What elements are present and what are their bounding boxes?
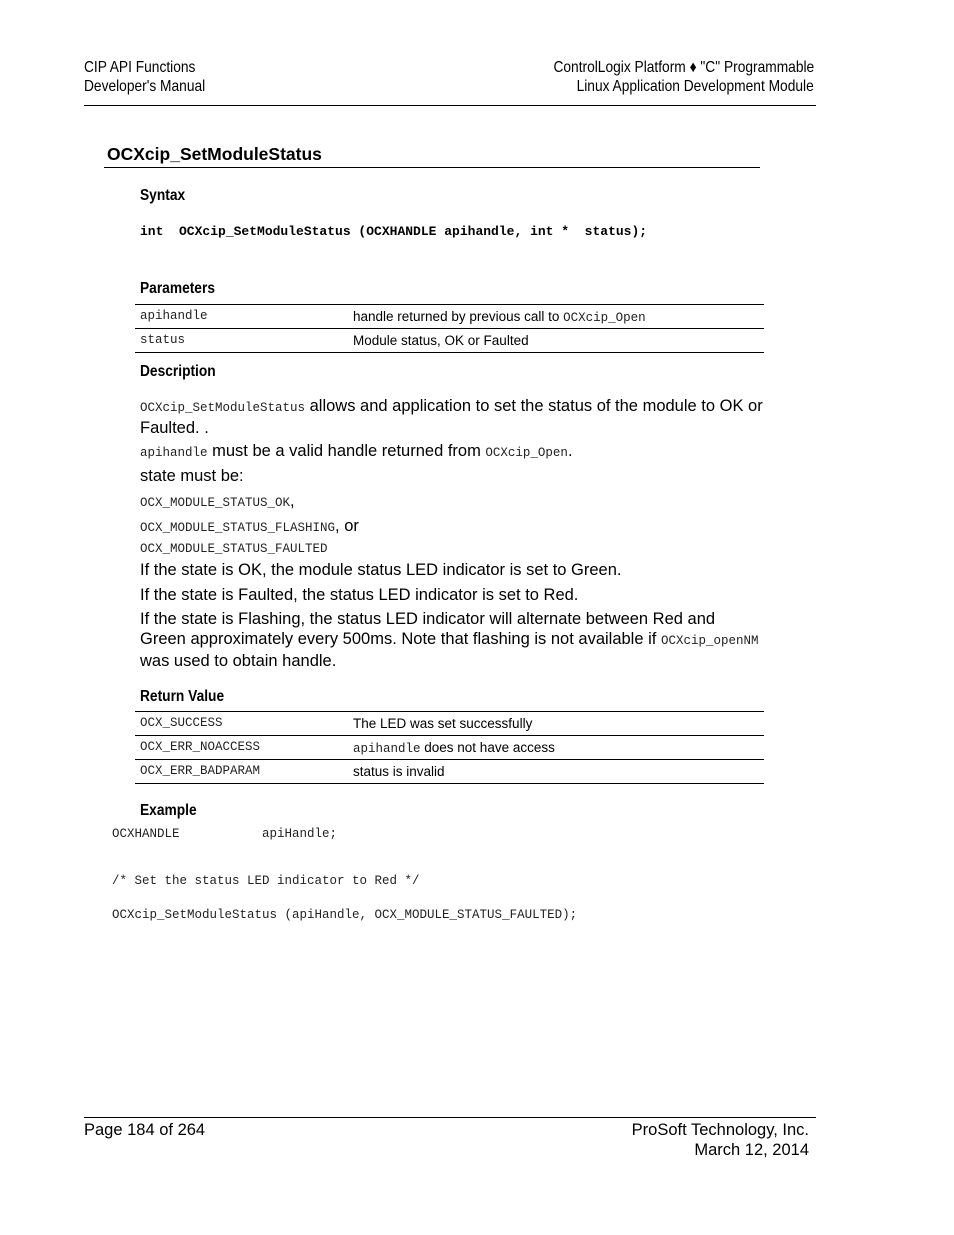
state-option: OCX_MODULE_STATUS_OK, bbox=[140, 492, 295, 510]
header-platform: ControlLogix Platform ♦ "C" Programmable bbox=[553, 59, 814, 76]
return-desc: status is invalid bbox=[353, 764, 445, 779]
return-desc: The LED was set successfully bbox=[353, 716, 533, 731]
return-code: OCX_SUCCESS bbox=[140, 716, 223, 730]
header-doc-section: CIP API Functions bbox=[84, 59, 196, 76]
example-heading: Example bbox=[140, 802, 197, 819]
table-row bbox=[135, 304, 764, 329]
header-module: Linux Application Development Module bbox=[576, 78, 814, 95]
syntax-heading: Syntax bbox=[140, 187, 186, 204]
state-option: OCX_MODULE_STATUS_FAULTED bbox=[140, 542, 328, 556]
title-underline bbox=[104, 167, 760, 168]
table-row bbox=[135, 711, 764, 736]
example-code-comment: /* Set the status LED indicator to Red */ bbox=[112, 874, 420, 888]
page-number: Page 184 of 264 bbox=[84, 1121, 206, 1139]
return-value-table bbox=[135, 711, 764, 784]
parameters-table bbox=[135, 304, 764, 353]
description-paragraph: OCXcip_SetModuleStatus allows and application to set the status of the module to OK or Faulted. . bbox=[140, 397, 763, 437]
function-title: OCXcip_SetModuleStatus bbox=[107, 144, 322, 164]
running-header-right bbox=[511, 58, 814, 96]
description-paragraph: apihandle must be a valid handle returned from OCXcip_Open. bbox=[140, 442, 573, 460]
header-doc-type: Developer's Manual bbox=[84, 78, 206, 95]
footer-divider bbox=[84, 1117, 816, 1118]
parameters-heading: Parameters bbox=[140, 280, 215, 297]
description-paragraph: If the state is Flashing, the status LED indicator will alternate between Red and Green approximately every 500ms. Note that flashing is not available if OCXcip_openNM was used to obtain handle. bbox=[140, 610, 759, 670]
publication-date: March 12, 2014 bbox=[694, 1141, 809, 1159]
param-name: status bbox=[140, 333, 186, 347]
description-paragraph: If the state is OK, the module status LED indicator is set to Green. bbox=[140, 561, 622, 579]
param-desc: Module status, OK or Faulted bbox=[353, 333, 529, 348]
return-value-heading: Return Value bbox=[140, 688, 225, 705]
description-heading: Description bbox=[140, 363, 216, 380]
param-desc: handle returned by previous call to OCXcip_Open bbox=[353, 309, 646, 325]
company-name: ProSoft Technology, Inc. bbox=[631, 1121, 809, 1139]
param-name: apihandle bbox=[140, 309, 208, 323]
return-code: OCX_ERR_NOACCESS bbox=[140, 740, 261, 754]
table-row bbox=[135, 736, 764, 760]
state-option: OCX_MODULE_STATUS_FLASHING, or bbox=[140, 517, 359, 535]
running-header-left bbox=[84, 58, 225, 96]
return-code: OCX_ERR_BADPARAM bbox=[140, 764, 261, 778]
description-paragraph: state must be: bbox=[140, 467, 244, 485]
example-code-line: OCXcip_SetModuleStatus (apiHandle, OCX_MODULE_STATUS_FAULTED); bbox=[112, 908, 578, 922]
return-desc: apihandle does not have access bbox=[353, 740, 555, 756]
example-code-line: OCXHANDLE apiHandle; bbox=[112, 827, 338, 841]
syntax-code: int OCXcip_SetModuleStatus (OCXHANDLE apihandle, int * status); bbox=[140, 224, 648, 239]
header-divider bbox=[84, 105, 816, 106]
table-row bbox=[135, 329, 764, 353]
table-row bbox=[135, 760, 764, 784]
footer-right bbox=[632, 1120, 809, 1160]
description-paragraph: If the state is Faulted, the status LED indicator is set to Red. bbox=[140, 586, 579, 604]
